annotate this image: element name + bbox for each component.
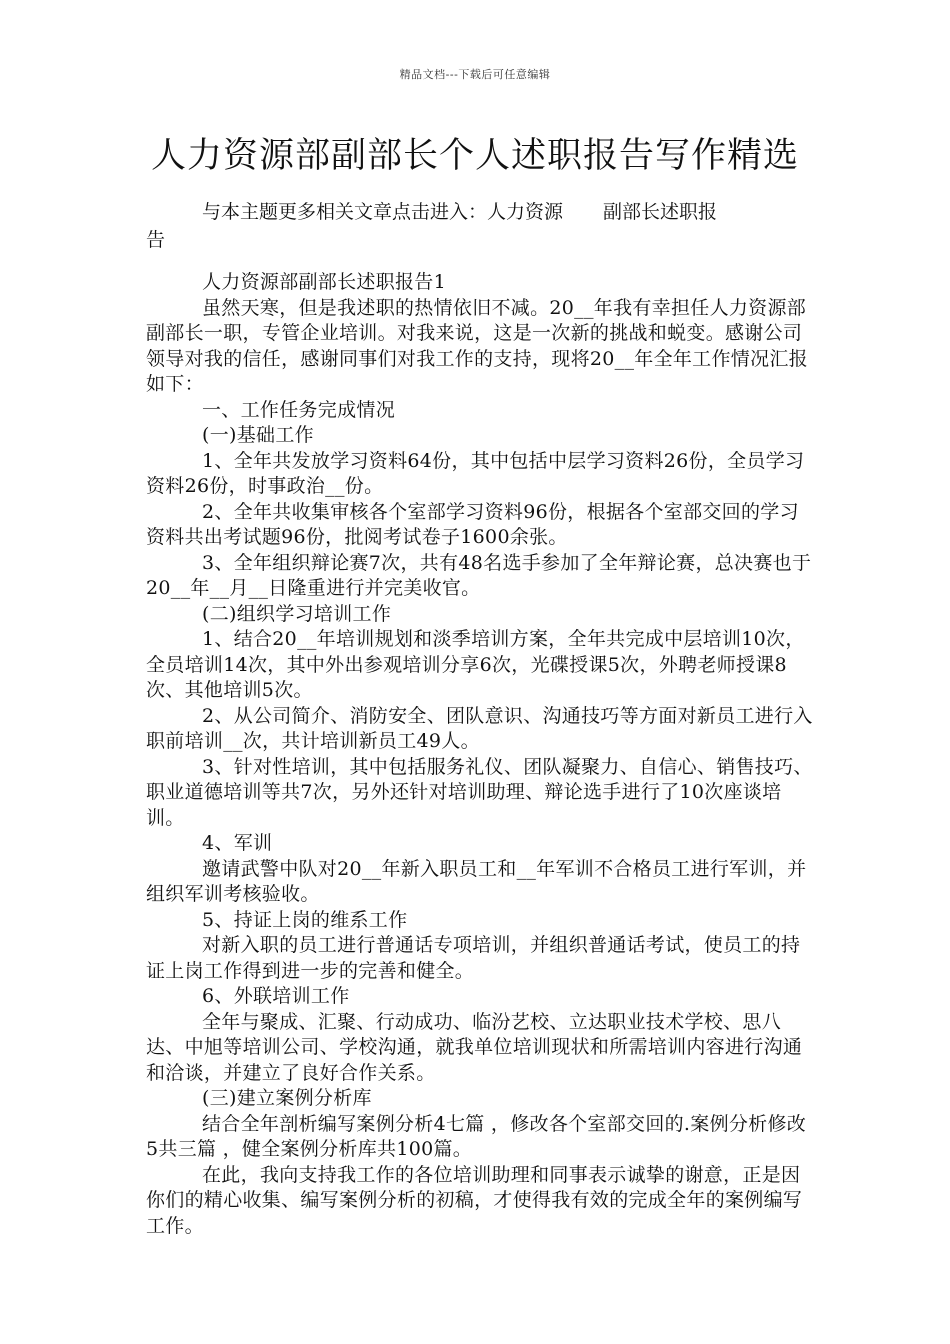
paragraph: 虽然天寒，但是我述职的热情依旧不减。20__年我有幸担任人力资源部副部长一职，专管企业培训。对我来说，这是一次新的挑战和蜕变。感谢公司领导对我的信任，感谢同事们对我工作的支持，现将20__年全年工作情况汇报如下：: [146, 296, 808, 395]
paragraph: (一)基础工作: [202, 424, 314, 446]
header-note: 精品文档---下载后可任意编辑: [399, 68, 551, 81]
paragraph: (二)组织学习培训工作: [202, 602, 392, 625]
document-body: [146, 270, 818, 1239]
paragraph: 5、持证上岗的维系工作: [202, 908, 408, 931]
paragraph: 6、外联培训工作: [202, 985, 350, 1007]
paragraph: 全年与聚成、汇聚、行动成功、临汾艺校、立达职业技术学校、思八达、中旭等培训公司、学校沟通，就我单位培训现状和所需培训内容进行沟通和洽谈，并建立了良好合作关系。: [146, 1010, 803, 1084]
paragraph: 3、全年组织辩论赛7次，共有48名选手参加了全年辩论赛，总决赛也于20__年__月__日隆重进行并完美收官。: [146, 551, 812, 599]
related-link-text[interactable]: 副部长述职报: [603, 201, 718, 223]
paragraph: 4、军训: [202, 832, 273, 854]
paragraph: 结合全年剖析编写案例分析4七篇 ，修改各个室部交回的.案例分析修改 5共三篇 ，健全案例分析库共100篇。: [146, 1112, 807, 1160]
paragraph: 邀请武警中队对20__年新入职员工和__年军训不合格员工进行军训，并组织军训考核验收。: [146, 857, 807, 905]
document-title: 人力资源部副部长个人述职报告写作精选: [150, 136, 799, 176]
paragraph: 在此，我向支持我工作的各位培训助理和同事表示诚挚的谢意，正是因你们的精心收集、编写案例分析的初稿，才使得我有效的完成全年的案例编写工作。: [146, 1163, 803, 1237]
paragraph: 人力资源部副部长述职报告1: [202, 271, 446, 293]
paragraph: 一、工作任务完成情况: [202, 398, 396, 421]
related-prefix-text[interactable]: 与本主题更多相关文章点击进入：人力资源: [202, 201, 564, 223]
paragraph: 2、全年共收集审核各个室部学习资料96份，根据各个室部交回的学习资料共出考试题96份，批阅考试卷子1600余张。: [146, 500, 799, 548]
paragraph: 1、全年共发放学习资料64份，其中包括中层学习资料26份，全员学习资料26份，时事政治__份。: [146, 449, 805, 497]
paragraph: 2、从公司简介、消防安全、团队意识、沟通技巧等方面对新员工进行入职前培训__次，共计培训新员工49人。: [146, 704, 813, 752]
paragraph: (三)建立案例分析库: [202, 1087, 372, 1109]
related-articles-line: [146, 198, 806, 254]
paragraph: 1、结合20__年培训规划和淡季培训方案，全年共完成中层培训10次，全员培训14次，其中外出参观培训分享6次，光碟授课5次，外聘老师授课8次、其他培训5次。: [146, 628, 805, 701]
related-link-text-continued[interactable]: 告: [146, 229, 166, 251]
paragraph: 3、针对性培训，其中包括服务礼仪、团队凝聚力、自信心、销售技巧、职业道德培训等共7次，另外还针对培训助理、辩论选手进行了10次座谈培训。: [146, 755, 813, 829]
paragraph: 对新入职的员工进行普通话专项培训，并组织普通话考试，使员工的持证上岗工作得到进一步的完善和健全。: [146, 934, 801, 982]
